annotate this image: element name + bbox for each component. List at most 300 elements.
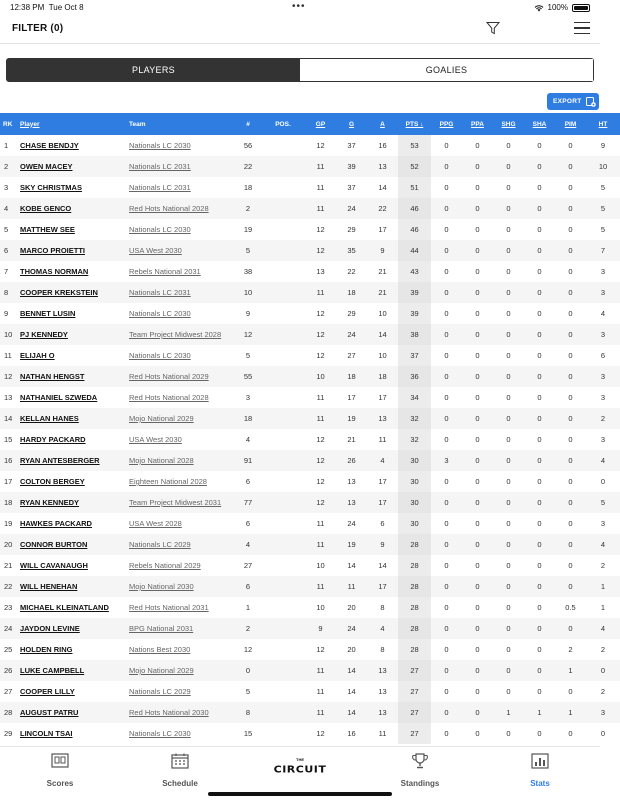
cell-team[interactable]: Nationals LC 2030 [129, 309, 191, 318]
cell-g: 18 [347, 372, 356, 381]
cell-number: 5 [245, 246, 251, 255]
cell-shg: 0 [506, 519, 511, 528]
cell-number: 15 [243, 729, 253, 738]
table-row[interactable] [0, 303, 620, 324]
cell-rk: 24 [4, 624, 13, 633]
cell-pos [261, 660, 305, 681]
cell-player[interactable]: SKY CHRISTMAS [20, 183, 82, 192]
cell-pim: 0 [568, 246, 573, 255]
cell-ht: 4 [600, 624, 606, 633]
cell-sha: 0 [537, 540, 542, 549]
cell-player[interactable]: MICHAEL KLEINATLAND [20, 603, 109, 612]
nav-schedule[interactable] [140, 753, 220, 788]
table-row[interactable] [0, 534, 620, 555]
cell-shg: 0 [506, 204, 511, 213]
cell-ppa: 0 [475, 519, 480, 528]
cell-gp: 12 [316, 141, 325, 150]
stats-icon [531, 753, 549, 769]
cell-shg: 0 [506, 183, 511, 192]
cell-ppa: 0 [475, 372, 480, 381]
cell-ppa: 0 [475, 183, 480, 192]
cell-pts: 51 [398, 177, 431, 198]
table-row[interactable] [0, 429, 620, 450]
cell-player[interactable]: CHASE BENDJY [20, 141, 79, 150]
cell-a: 9 [380, 540, 385, 549]
cell-ppg: 0 [444, 414, 449, 423]
cell-team[interactable]: Nationals LC 2031 [129, 162, 191, 171]
cell-ppg: 0 [444, 687, 449, 696]
cell-gp: 10 [316, 561, 325, 570]
cell-team[interactable]: Red Hots National 2028 [129, 393, 209, 402]
cell-ppg: 0 [444, 645, 449, 654]
cell-a: 17 [378, 477, 387, 486]
cell-pim: 0 [568, 267, 573, 276]
cell-ppg: 0 [444, 372, 449, 381]
cell-number: 0 [245, 666, 251, 675]
cell-player[interactable]: JAYDON LEVINE [20, 624, 80, 633]
cell-pim: 0 [568, 477, 573, 486]
cell-gp: 13 [316, 267, 325, 276]
table-row[interactable] [0, 723, 620, 744]
cell-gp: 12 [316, 498, 325, 507]
cell-a: 17 [378, 225, 387, 234]
cell-a: 8 [380, 645, 385, 654]
cell-shg: 0 [506, 603, 511, 612]
table-row[interactable] [0, 177, 620, 198]
cell-ht: 3 [600, 330, 606, 339]
cell-a: 13 [378, 687, 387, 696]
table-row[interactable] [0, 198, 620, 219]
cell-shg: 0 [506, 645, 511, 654]
cell-number: 4 [245, 435, 251, 444]
cell-ppg: 0 [444, 561, 449, 570]
nav-scores[interactable] [20, 753, 100, 788]
cell-g: 29 [347, 225, 356, 234]
cell-shg: 0 [506, 225, 511, 234]
cell-pts: 30 [398, 450, 431, 471]
cell-team[interactable]: Team Project Midwest 2028 [129, 330, 222, 339]
col-ht[interactable]: HT [598, 120, 608, 128]
table-row[interactable] [0, 240, 620, 261]
cell-team[interactable]: Red Hots National 2030 [129, 708, 209, 717]
cell-sha: 0 [537, 267, 542, 276]
cell-pts: 39 [398, 303, 431, 324]
cell-a: 17 [378, 582, 387, 591]
cell-player[interactable]: HAWKES PACKARD [20, 519, 92, 528]
table-row[interactable] [0, 156, 620, 177]
cell-player[interactable]: AUGUST PATRU [20, 708, 79, 717]
cell-rk: 6 [4, 246, 9, 255]
cell-gp: 12 [316, 477, 325, 486]
cell-pts: 27 [398, 702, 431, 723]
col-shg[interactable]: SHG [501, 120, 516, 128]
table-row[interactable] [0, 660, 620, 681]
tab-goalies[interactable]: GOALIES [300, 59, 593, 81]
col-team[interactable]: Team [129, 120, 146, 128]
table-row[interactable] [0, 618, 620, 639]
cell-player[interactable]: WILL CAVANAUGH [20, 561, 88, 570]
cell-g: 18 [347, 288, 356, 297]
table-row[interactable] [0, 387, 620, 408]
cell-ppa: 0 [475, 687, 480, 696]
cell-a: 11 [378, 729, 387, 738]
cell-pts: 38 [398, 324, 431, 345]
battery-icon [572, 4, 590, 12]
cell-team[interactable]: Nationals LC 2031 [129, 183, 191, 192]
cell-team[interactable]: USA West 2030 [129, 246, 182, 255]
table-row[interactable] [0, 681, 620, 702]
funnel-icon[interactable] [486, 21, 500, 35]
cell-ppg: 0 [444, 183, 449, 192]
cell-player[interactable]: NATHAN HENGST [20, 372, 85, 381]
cell-g: 35 [347, 246, 356, 255]
cell-shg: 0 [506, 414, 511, 423]
cell-pts: 53 [398, 135, 431, 156]
cell-a: 4 [380, 456, 385, 465]
cell-team[interactable]: USA West 2028 [129, 519, 182, 528]
cell-g: 20 [347, 645, 356, 654]
table-row[interactable] [0, 408, 620, 429]
col-pos[interactable]: POS. [275, 120, 291, 128]
stats-table-container[interactable] [0, 113, 608, 746]
cell-ppa: 0 [475, 540, 480, 549]
cell-number: 2 [245, 204, 251, 213]
filter-button[interactable]: FILTER (0) [12, 23, 64, 34]
cell-pos [261, 387, 305, 408]
cell-player[interactable]: MATTHEW SEE [20, 225, 75, 234]
cell-pim: 0 [568, 288, 573, 297]
cell-pos [261, 471, 305, 492]
cell-pos [261, 492, 305, 513]
cell-team[interactable]: Team Project Midwest 2031 [129, 498, 222, 507]
cell-rk: 4 [4, 204, 9, 213]
cell-player[interactable]: HOLDEN RING [20, 645, 73, 654]
col-rk[interactable]: RK [3, 120, 13, 128]
cell-gp: 12 [316, 456, 325, 465]
cell-rk: 10 [4, 330, 13, 339]
cell-team[interactable]: Mojo National 2028 [129, 456, 194, 465]
cell-team[interactable]: Nationals LC 2030 [129, 141, 191, 150]
cell-ht: 3 [600, 267, 606, 276]
cell-rk: 11 [4, 351, 12, 360]
cell-number: 18 [243, 183, 253, 192]
cell-a: 11 [378, 435, 387, 444]
cell-rk: 29 [4, 729, 13, 738]
nav-standings[interactable] [380, 753, 460, 788]
cell-a: 17 [378, 393, 387, 402]
cell-team[interactable]: Nationals LC 2030 [129, 729, 191, 738]
cell-a: 9 [380, 246, 385, 255]
cell-ppg: 0 [444, 624, 449, 633]
cell-player[interactable]: RYAN ANTESBERGER [20, 456, 100, 465]
cell-pos [261, 723, 305, 744]
cell-a: 10 [378, 351, 387, 360]
table-header-row [0, 113, 620, 135]
cell-shg: 0 [506, 435, 511, 444]
cell-player[interactable]: RYAN KENNEDY [20, 498, 80, 507]
cell-team[interactable]: Nations Best 2030 [129, 645, 191, 654]
cell-number: 6 [245, 582, 251, 591]
table-row[interactable] [0, 597, 620, 618]
cell-shg: 0 [506, 498, 511, 507]
nav-stats[interactable] [500, 753, 580, 788]
cell-ppa: 0 [475, 477, 480, 486]
table-row[interactable] [0, 492, 620, 513]
col-pim[interactable]: PIM [564, 120, 577, 128]
cell-pos [261, 597, 305, 618]
table-row[interactable] [0, 366, 620, 387]
cell-a: 13 [378, 414, 387, 423]
cell-rk: 22 [4, 582, 13, 591]
cell-team[interactable]: Nationals LC 2030 [129, 351, 191, 360]
cell-player[interactable]: LINCOLN TSAI [20, 729, 73, 738]
col-number[interactable]: # [246, 120, 250, 128]
cell-team[interactable]: Eighteen National 2028 [129, 477, 207, 486]
cell-team[interactable]: Red Hots National 2029 [129, 372, 209, 381]
cell-team[interactable]: Mojo National 2029 [129, 666, 194, 675]
cell-shg: 0 [506, 729, 511, 738]
cell-rk: 15 [4, 435, 13, 444]
cell-team[interactable]: Nationals LC 2030 [129, 225, 191, 234]
cell-player[interactable]: ELIJAH O [20, 351, 55, 360]
cell-ht: 0 [600, 666, 606, 675]
table-row[interactable] [0, 555, 620, 576]
cell-player[interactable]: KELLAN HANES [20, 414, 79, 423]
cell-ppg: 0 [444, 267, 449, 276]
cell-sha: 1 [537, 708, 542, 717]
cell-pts: 27 [398, 660, 431, 681]
menu-icon[interactable] [574, 22, 590, 36]
table-row[interactable] [0, 261, 620, 282]
cell-gp: 10 [316, 603, 325, 612]
cell-ppa: 0 [475, 204, 480, 213]
cell-rk: 21 [4, 561, 13, 570]
cell-player[interactable]: PJ KENNEDY [20, 330, 68, 339]
cell-ppa: 0 [475, 435, 480, 444]
cell-gp: 11 [316, 393, 325, 402]
cell-a: 10 [378, 309, 387, 318]
col-ppa[interactable]: PPA [471, 120, 484, 128]
cell-ppa: 0 [475, 141, 480, 150]
col-gp[interactable]: GP [315, 120, 326, 128]
cell-ht: 2 [600, 414, 606, 423]
col-ppg[interactable]: PPG [439, 120, 454, 128]
cell-ht: 3 [600, 708, 606, 717]
cell-rk: 25 [4, 645, 13, 654]
cell-pos [261, 534, 305, 555]
cell-pos [261, 345, 305, 366]
cell-player[interactable]: COOPER LILLY [20, 687, 75, 696]
cell-player[interactable]: COOPER KREKSTEIN [20, 288, 98, 297]
cell-pts: 34 [398, 387, 431, 408]
cell-ppg: 0 [444, 666, 449, 675]
cell-rk: 7 [4, 267, 9, 276]
cell-ppa: 0 [475, 729, 480, 738]
cell-shg: 0 [506, 246, 511, 255]
table-row[interactable] [0, 282, 620, 303]
cell-rk: 23 [4, 603, 13, 612]
cell-ppa: 0 [475, 498, 480, 507]
cell-pts: 46 [398, 219, 431, 240]
table-row[interactable] [0, 135, 620, 156]
cell-team[interactable]: Rebels National 2031 [129, 267, 201, 276]
cell-player[interactable]: MARCO PROIETTI [20, 246, 85, 255]
cell-pim: 0 [568, 582, 573, 591]
trophy-icon [411, 753, 429, 769]
cell-pts: 32 [398, 429, 431, 450]
cell-a: 21 [378, 267, 387, 276]
cell-g: 27 [347, 351, 356, 360]
col-player[interactable]: Player [20, 120, 40, 128]
cell-number: 22 [243, 162, 253, 171]
cell-ht: 4 [600, 540, 606, 549]
cell-player[interactable]: HARDY PACKARD [20, 435, 86, 444]
logo-the: THE [296, 757, 304, 762]
cell-rk: 16 [4, 456, 13, 465]
table-row[interactable] [0, 576, 620, 597]
cell-rk: 28 [4, 708, 13, 717]
cell-a: 14 [378, 183, 387, 192]
cell-team[interactable]: USA West 2030 [129, 435, 182, 444]
table-row[interactable] [0, 702, 620, 723]
cell-gp: 12 [316, 309, 325, 318]
cell-shg: 0 [506, 309, 511, 318]
cell-team[interactable]: Nationals LC 2029 [129, 687, 191, 696]
status-time: 12:38 PM Tue Oct 8 [10, 3, 84, 12]
table-row[interactable] [0, 345, 620, 366]
table-body [0, 135, 620, 744]
cell-ppa: 0 [475, 561, 480, 570]
cell-pos [261, 198, 305, 219]
cell-player[interactable]: NATHANIEL SZWEDA [20, 393, 98, 402]
cell-number: 2 [245, 624, 251, 633]
export-button[interactable] [547, 93, 599, 110]
cell-player[interactable]: COLTON BERGEY [20, 477, 85, 486]
cell-team[interactable]: Nationals LC 2031 [129, 288, 191, 297]
cell-gp: 11 [316, 582, 325, 591]
cell-shg: 0 [506, 582, 511, 591]
cell-player[interactable]: BENNET LUSIN [20, 309, 76, 318]
cell-shg: 0 [506, 267, 511, 276]
table-row[interactable] [0, 450, 620, 471]
stats-table [0, 113, 620, 744]
cell-sha: 0 [537, 624, 542, 633]
cell-pim: 0 [568, 309, 573, 318]
export-icon [586, 97, 596, 107]
multitask-dots[interactable]: ••• [292, 1, 306, 12]
table-row[interactable] [0, 324, 620, 345]
cell-sha: 0 [537, 225, 542, 234]
cell-sha: 0 [537, 498, 542, 507]
cell-sha: 0 [537, 162, 542, 171]
cell-team[interactable]: BPG National 2031 [129, 624, 194, 633]
cell-ppg: 0 [444, 540, 449, 549]
cell-player[interactable]: CONNOR BURTON [20, 540, 88, 549]
cell-a: 16 [378, 141, 387, 150]
cell-ht: 9 [600, 141, 606, 150]
cell-pim: 0.5 [565, 603, 576, 612]
col-g[interactable]: G [348, 120, 355, 128]
cell-pts: 27 [398, 681, 431, 702]
cell-pos [261, 324, 305, 345]
cell-shg: 0 [506, 624, 511, 633]
nav-schedule-label: Schedule [162, 779, 198, 788]
cell-g: 14 [347, 687, 356, 696]
cell-ppg: 0 [444, 393, 449, 402]
cell-ppg: 0 [444, 498, 449, 507]
cell-player[interactable]: KOBE GENCO [20, 204, 72, 213]
table-row[interactable] [0, 471, 620, 492]
nav-scores-label: Scores [46, 779, 74, 788]
players-goalies-toggle [6, 58, 594, 82]
cell-rk: 19 [4, 519, 13, 528]
cell-pts: 39 [398, 282, 431, 303]
cell-pos [261, 639, 305, 660]
cell-team[interactable]: Red Hots National 2028 [129, 204, 209, 213]
cell-sha: 0 [537, 330, 542, 339]
cell-player[interactable]: OWEN MACEY [20, 162, 73, 171]
cell-team[interactable]: Rebels National 2029 [129, 561, 201, 570]
cell-ppa: 0 [475, 309, 480, 318]
col-sha[interactable]: SHA [532, 120, 547, 128]
cell-team[interactable]: Mojo National 2030 [129, 582, 194, 591]
cell-ppa: 0 [475, 666, 480, 675]
cell-pos [261, 576, 305, 597]
cell-pts: 28 [398, 618, 431, 639]
cell-rk: 9 [4, 309, 9, 318]
cell-number: 38 [243, 267, 253, 276]
cell-g: 24 [347, 204, 356, 213]
table-row[interactable] [0, 219, 620, 240]
col-a[interactable]: A [380, 120, 385, 128]
cell-number: 12 [243, 330, 253, 339]
cell-pim: 1 [568, 708, 573, 717]
cell-player[interactable]: THOMAS NORMAN [20, 267, 89, 276]
cell-gp: 12 [316, 225, 325, 234]
cell-a: 18 [378, 372, 387, 381]
wifi-icon [534, 4, 544, 12]
cell-rk: 5 [4, 225, 9, 234]
cell-team[interactable]: Nationals LC 2029 [129, 540, 191, 549]
cell-g: 29 [347, 309, 356, 318]
cell-pos [261, 240, 305, 261]
cell-team[interactable]: Mojo National 2029 [129, 414, 194, 423]
cell-number: 27 [243, 561, 253, 570]
cell-a: 21 [378, 288, 387, 297]
cell-pts: 30 [398, 471, 431, 492]
table-row[interactable] [0, 639, 620, 660]
cell-pim: 0 [568, 183, 573, 192]
cell-player[interactable]: WILL HENEHAN [20, 582, 78, 591]
cell-sha: 0 [537, 561, 542, 570]
cell-ht: 5 [600, 498, 606, 507]
cell-pts: 36 [398, 366, 431, 387]
col-pts[interactable]: PTS ↓ [405, 120, 424, 128]
tab-players[interactable]: PLAYERS [7, 59, 300, 81]
cell-number: 9 [245, 309, 251, 318]
cell-ppg: 0 [444, 603, 449, 612]
cell-gp: 12 [316, 246, 325, 255]
cell-pim: 0 [568, 729, 573, 738]
cell-team[interactable]: Red Hots National 2031 [129, 603, 209, 612]
cell-shg: 0 [506, 561, 511, 570]
cell-pos [261, 303, 305, 324]
circuit-logo[interactable] [272, 757, 328, 776]
cell-pim: 0 [568, 225, 573, 234]
cell-sha: 0 [537, 372, 542, 381]
table-row[interactable] [0, 513, 620, 534]
cell-player[interactable]: LUKE CAMPBELL [20, 666, 85, 675]
